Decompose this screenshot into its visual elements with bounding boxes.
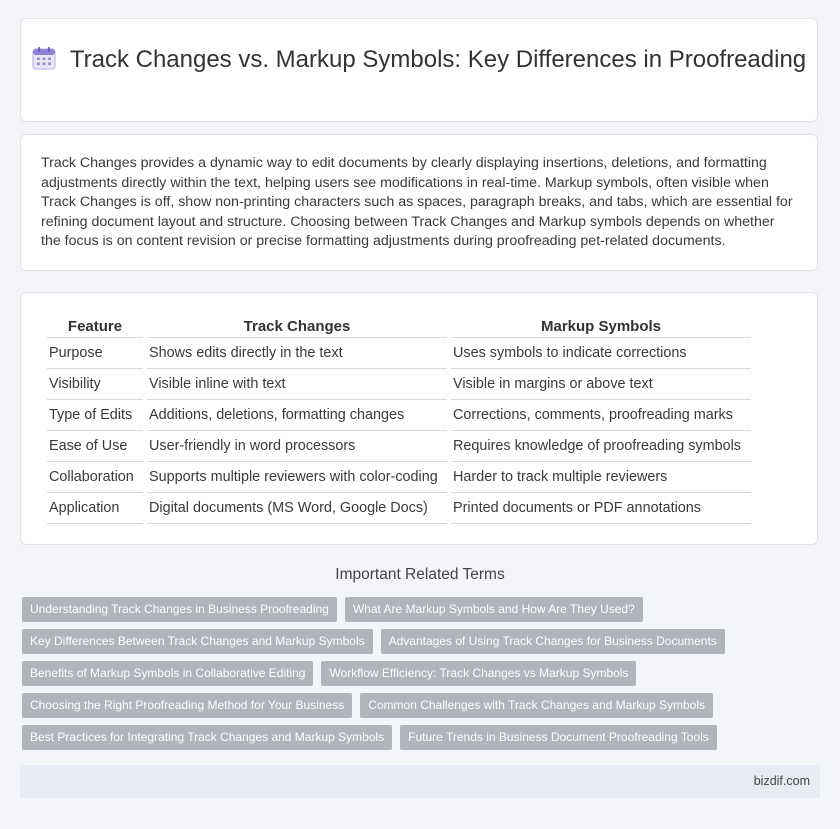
table-cell: Collaboration [47,462,143,493]
intro-paragraph: Track Changes provides a dynamic way to edit documents by clearly displaying insertions, deletions, and formatting adjustments directly within the text, helping users see modifications in real-time. Markup symbols, often visible when Track Changes is off, show non-printing characters such as spaces, paragraph breaks, and tabs, which are essential for refining document layout and structure. Choosing between Track Changes and Markup symbols depends on whether the focus is on content revision or precise formatting adjustments during proofreading pet-related documents. [41,155,793,250]
table-cell: Type of Edits [47,400,143,431]
related-term-tag[interactable]: What Are Markup Symbols and How Are They Used? [345,597,643,622]
related-term-tag[interactable]: Future Trends in Business Document Proofreading Tools [400,725,717,750]
footer [20,765,820,798]
table-cell: Harder to track multiple reviewers [451,462,751,493]
related-term-tag[interactable]: Benefits of Markup Symbols in Collaborative Editing [22,661,313,686]
intro-card [20,134,818,271]
table-row [47,369,751,400]
table-row [47,462,751,493]
table-cell: Printed documents or PDF annotations [451,493,751,524]
table-cell: Uses symbols to indicate corrections [451,338,751,369]
related-term-tag[interactable]: Workflow Efficiency: Track Changes vs Markup Symbols [321,661,636,686]
title-text: Track Changes vs. Markup Symbols: Key Differences in Proofreading [69,46,807,73]
page-title [21,45,817,78]
related-term-tag[interactable]: Choosing the Right Proofreading Method for Your Business [22,693,352,718]
header-feature: Feature [47,315,143,338]
table-cell: Shows edits directly in the text [147,338,447,369]
table-cell: Additions, deletions, formatting changes [147,400,447,431]
comparison-card [20,292,818,545]
table-cell: Visible inline with text [147,369,447,400]
related-term-tag[interactable]: Understanding Track Changes in Business Proofreading [22,597,337,622]
table-cell: Requires knowledge of proofreading symbols [451,431,751,462]
table-cell: Visibility [47,369,143,400]
related-term-tag[interactable]: Advantages of Using Track Changes for Business Documents [381,629,725,654]
table-cell: Application [47,493,143,524]
table-cell: User-friendly in word processors [147,431,447,462]
table-cell: Supports multiple reviewers with color-coding [147,462,447,493]
table-cell: Purpose [47,338,143,369]
related-terms-title: Important Related Terms [335,566,505,583]
table-cell: Ease of Use [47,431,143,462]
table-row [47,493,751,524]
footer-site-link[interactable]: bizdif.com [753,774,810,788]
comparison-table [43,315,755,524]
calendar-icon [32,46,56,78]
table-cell: Digital documents (MS Word, Google Docs) [147,493,447,524]
related-term-tag[interactable]: Common Challenges with Track Changes and Markup Symbols [360,693,713,718]
table-row [47,400,751,431]
table-cell: Visible in margins or above text [451,369,751,400]
title-card [20,18,818,122]
table-row [47,338,751,369]
header-markup-symbols: Markup Symbols [451,315,751,338]
table-row [47,431,751,462]
related-term-tag[interactable]: Best Practices for Integrating Track Changes and Markup Symbols [22,725,392,750]
table-cell: Corrections, comments, proofreading marks [451,400,751,431]
related-term-tag[interactable]: Key Differences Between Track Changes and Markup Symbols [22,629,373,654]
header-track-changes: Track Changes [147,315,447,338]
table-header-row [47,315,751,338]
related-terms-list [22,597,802,757]
